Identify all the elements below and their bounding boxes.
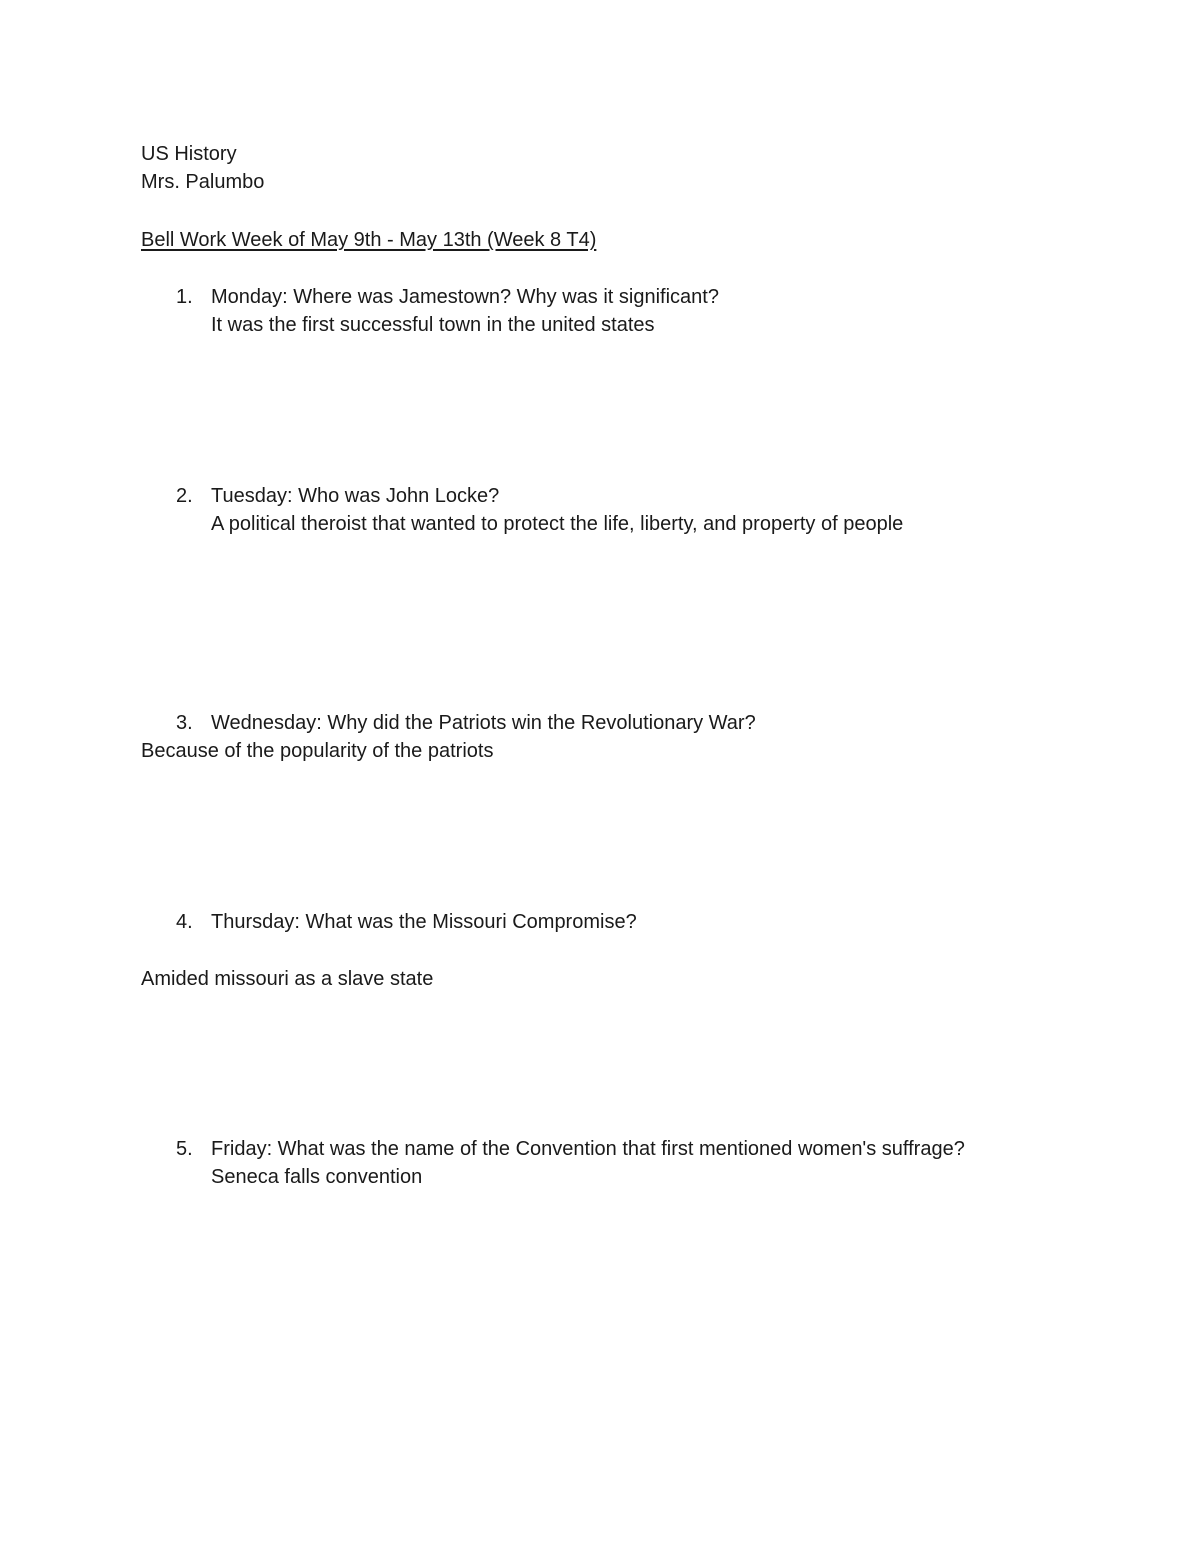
question-text: Monday: Where was Jamestown? Why was it significant? <box>211 286 719 308</box>
question-text: Tuesday: Who was John Locke? <box>211 485 500 507</box>
question-text: Thursday: What was the Missouri Compromise? <box>211 911 637 933</box>
question-number: 5. <box>176 1138 193 1160</box>
question-number: 3. <box>176 712 193 734</box>
question-text: Friday: What was the name of the Convention that first mentioned women's suffrage? <box>211 1138 965 1160</box>
teacher-name: Mrs. Palumbo <box>141 171 265 193</box>
page-title: Bell Work Week of May 9th - May 13th (Week 8 T4) <box>141 229 597 251</box>
question-number: 4. <box>176 911 193 933</box>
question-number: 2. <box>176 485 193 507</box>
answer-text: Because of the popularity of the patriots <box>141 740 494 762</box>
course-name: US History <box>141 143 237 165</box>
question-text: Wednesday: Why did the Patriots win the Revolutionary War? <box>211 712 756 734</box>
answer-text: Seneca falls convention <box>211 1166 423 1188</box>
answer-text: Amided missouri as a slave state <box>141 968 434 990</box>
question-number: 1. <box>176 286 193 308</box>
answer-text: A political theroist that wanted to protect the life, liberty, and property of people <box>211 513 904 535</box>
answer-text: It was the first successful town in the united states <box>211 314 655 336</box>
